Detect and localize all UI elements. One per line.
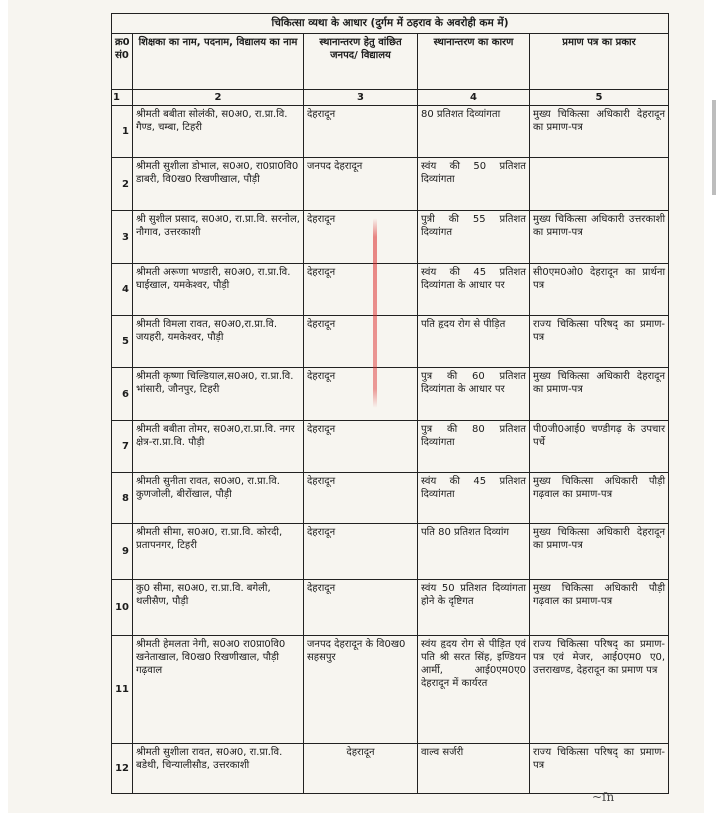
row-place: देहरादून bbox=[304, 264, 418, 316]
row-name: श्री सुशील प्रसाद, स0अ0, रा.प्रा.वि. सरनोल, नौगाव, उत्तरकाशी bbox=[133, 211, 304, 264]
table-row bbox=[112, 580, 669, 636]
col-number: 3 bbox=[304, 90, 418, 106]
row-reason: वाल्व सर्जरी bbox=[418, 744, 530, 794]
col-number: 2 bbox=[133, 90, 304, 106]
row-certificate: मुख्य चिकित्सा अधिकारी देहरादून का प्रमाण-पत्र bbox=[530, 368, 669, 421]
row-reason: पुत्री की 55 प्रतिशत दिव्यांगत bbox=[418, 211, 530, 264]
row-name: श्रीमती कृष्णा चिल्डियाल,स0अ0, रा.प्रा.वि. भांसारी, जौनपुर, टिहरी bbox=[133, 368, 304, 421]
table-row bbox=[112, 473, 669, 524]
row-place: देहरादून bbox=[304, 744, 418, 794]
header-name: शिक्षका का नाम, पदनाम, विद्यालय का नाम bbox=[133, 34, 304, 90]
row-reason: स्वंय की 50 प्रतिशत दिव्यांगता bbox=[418, 158, 530, 211]
header-place: स्थानान्तरण हेतु वांछित जनपद/ विद्यालय bbox=[304, 34, 418, 90]
row-name: श्रीमती हेमलता नेगी, स0अ0 रा0प्रा0वि0 खनेताखाल, वि0ख0 रिखणीखाल, पौड़ी गढ़वाल bbox=[133, 636, 304, 744]
row-certificate: मुख्य चिकित्सा अधिकारी उत्तरकाशी का प्रमाण-पत्र bbox=[530, 211, 669, 264]
row-name: श्रीमती सीमा, स0अ0, रा.प्रा.वि. कोरदी, प्रतापनगर, टिहरी bbox=[133, 524, 304, 580]
row-sno: 8 bbox=[112, 473, 133, 524]
row-place: जनपद देहरादून के वि0ख0 सहसपुर bbox=[304, 636, 418, 744]
row-certificate: राज्य चिकित्सा परिषद् का प्रमाण-पत्र bbox=[530, 744, 669, 794]
col-number: 5 bbox=[530, 90, 669, 106]
table-row bbox=[112, 421, 669, 473]
row-name: श्रीमती सुशीला रावत, स0अ0, रा.प्रा.वि. बडेथी, चिन्यालीसौड, उत्तरकाशी bbox=[133, 744, 304, 794]
col-number: 4 bbox=[418, 90, 530, 106]
row-place: देहरादून bbox=[304, 473, 418, 524]
signature-scribble: ~ſn bbox=[592, 790, 615, 804]
table-row bbox=[112, 316, 669, 368]
transfer-table bbox=[111, 13, 669, 794]
header-sno: क्र0 सं0 bbox=[112, 34, 133, 90]
row-reason: पुत्र की 60 प्रतिशत दिव्यांगता के आधार पर bbox=[418, 368, 530, 421]
row-sno: 10 bbox=[112, 580, 133, 636]
row-reason: स्वंय हृदय रोग से पीड़ित एवं पति श्री सरत सिंह, इण्डियन आर्मी, आई0एम0ए0 देहरादून में कार्यरत bbox=[418, 636, 530, 744]
row-certificate: राज्य चिकित्सा परिषद् का प्रमाण-पत्र एवं मेजर, आई0एम0 ए0, उत्तराखण्ड, देहरादून का प्रमाण पत्र bbox=[530, 636, 669, 744]
row-certificate: मुख्य चिकित्सा अधिकारी देहरादून का प्रमाण-पत्र bbox=[530, 106, 669, 158]
table-row bbox=[112, 158, 669, 211]
col-number: 1 bbox=[112, 90, 133, 106]
row-place: देहरादून bbox=[304, 211, 418, 264]
header-certificate: प्रमाण पत्र का प्रकार bbox=[530, 34, 669, 90]
row-name: श्रीमती बबीता सोलंकी, स0अ0, रा.प्रा.वि. गैण्ड, चम्बा, टिहरी bbox=[133, 106, 304, 158]
header-reason: स्थानान्तरण का कारण bbox=[418, 34, 530, 90]
row-reason: 80 प्रतिशत दिव्यांगता bbox=[418, 106, 530, 158]
row-name: श्रीमती विमला रावत, स0अ0,रा.प्रा.वि. जयहरी, यमकेश्वर, पौड़ी bbox=[133, 316, 304, 368]
row-reason: पुत्र की 80 प्रतिशत दिव्यांगता bbox=[418, 421, 530, 473]
row-place: देहरादून bbox=[304, 580, 418, 636]
table-row bbox=[112, 524, 669, 580]
row-place: देहरादून bbox=[304, 524, 418, 580]
table-row bbox=[112, 211, 669, 264]
table-row bbox=[112, 368, 669, 421]
row-place: जनपद देहरादून bbox=[304, 158, 418, 211]
row-certificate: मुख्य चिकित्सा अधिकारी पौड़ी गढ़वाल का प्रमाण-पत्र bbox=[530, 580, 669, 636]
row-name: श्रीमती सुशीला डोभाल, स0अ0, रा0प्रा0वि0 डाबरी, वि0ख0 रिखणीखाल, पौड़ी bbox=[133, 158, 304, 211]
row-sno: 9 bbox=[112, 524, 133, 580]
row-place: देहरादून bbox=[304, 106, 418, 158]
row-place: देहरादून bbox=[304, 421, 418, 473]
row-certificate: मुख्य चिकित्सा अधिकारी देहरादून का प्रमाण-पत्र bbox=[530, 524, 669, 580]
scan-edge-mark bbox=[712, 100, 716, 195]
table-title: चिकित्सा व्यथा के आधार (दुर्गम में ठहराव के अवरोही कम में) bbox=[112, 14, 669, 34]
row-sno: 5 bbox=[112, 316, 133, 368]
row-sno: 11 bbox=[112, 636, 133, 744]
row-sno: 4 bbox=[112, 264, 133, 316]
table-row bbox=[112, 636, 669, 744]
row-certificate: सी0एम0ओ0 देहरादून का प्रार्थना पत्र bbox=[530, 264, 669, 316]
row-sno: 1 bbox=[112, 106, 133, 158]
row-place: देहरादून bbox=[304, 368, 418, 421]
red-pen-mark bbox=[373, 218, 377, 408]
table-row bbox=[112, 106, 669, 158]
document-body bbox=[111, 13, 669, 794]
table-row bbox=[112, 264, 669, 316]
row-reason: पति हृदय रोग से पीड़ित bbox=[418, 316, 530, 368]
row-name: श्रीमती अरूणा भण्डारी, स0अ0, रा.प्रा.वि. घाईखाल, यमकेश्वर, पौड़ी bbox=[133, 264, 304, 316]
row-place: देहरादून bbox=[304, 316, 418, 368]
row-reason: पति 80 प्रतिशत दिव्यांग bbox=[418, 524, 530, 580]
row-certificate: मुख्य चिकित्सा अधिकारी पौड़ी गढ़वाल का प्रमाण-पत्र bbox=[530, 473, 669, 524]
row-name: कु0 सीमा, स0अ0, रा.प्रा.वि. बगेली, थलीसैण, पौड़ी bbox=[133, 580, 304, 636]
row-name: श्रीमती सुनीता रावत, स0अ0, रा.प्रा.वि. कुणजोली, बीरोंखाल, पौड़ी bbox=[133, 473, 304, 524]
row-name: श्रीमती बबीता तोमर, स0अ0,रा.प्रा.वि. नगर क्षेत्र-रा.प्रा.वि. पौड़ी bbox=[133, 421, 304, 473]
row-certificate: पी0जी0आई0 चण्डीगढ़ के उपचार पर्चे bbox=[530, 421, 669, 473]
row-sno: 12 bbox=[112, 744, 133, 794]
row-certificate bbox=[530, 158, 669, 211]
row-reason: स्वंय की 45 प्रतिशत दिव्यांगता के आधार पर bbox=[418, 264, 530, 316]
row-sno: 7 bbox=[112, 421, 133, 473]
table-row bbox=[112, 744, 669, 794]
row-sno: 3 bbox=[112, 211, 133, 264]
row-sno: 2 bbox=[112, 158, 133, 211]
row-reason: स्वंय की 45 प्रतिशत दिव्यांगता bbox=[418, 473, 530, 524]
row-reason: स्वंय 50 प्रतिशत दिव्यांगता होने के दृष्टिगत bbox=[418, 580, 530, 636]
row-sno: 6 bbox=[112, 368, 133, 421]
row-certificate: राज्य चिकित्सा परिषद् का प्रमाण-पत्र bbox=[530, 316, 669, 368]
